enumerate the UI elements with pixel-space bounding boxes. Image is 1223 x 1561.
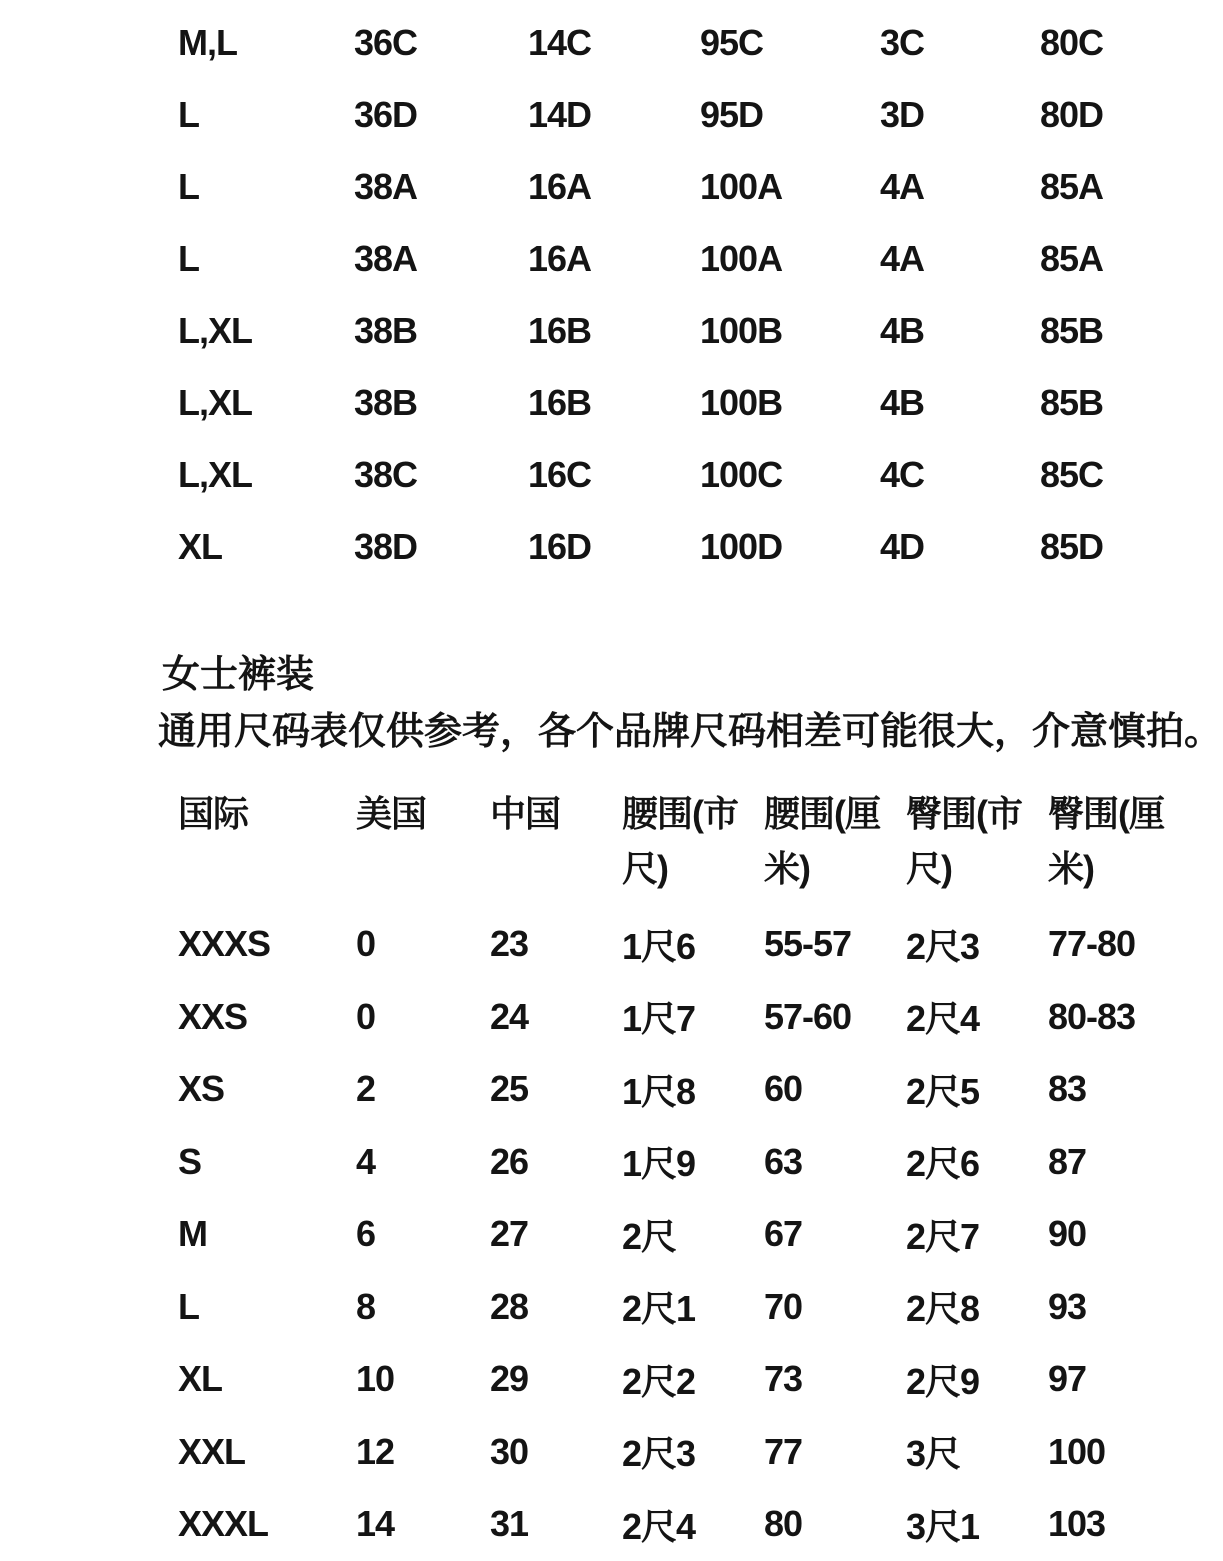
bra-table-cell: 3C [880, 22, 925, 63]
pants-table-cell: 28 [490, 1285, 529, 1327]
bra-table-cell: 16C [528, 454, 592, 495]
bra-table-cell: 14D [528, 94, 592, 135]
bra-table-cell: 85B [1040, 310, 1104, 351]
bra-table-cell: 100B [700, 310, 783, 351]
pants-table-row [0, 1343, 1223, 1416]
bra-table-cell: 100D [700, 526, 783, 567]
bra-table-row [0, 79, 1223, 151]
pants-table-header-cell: 腰围(厘米) [764, 793, 880, 889]
pants-table-cell: 2尺3 [906, 925, 980, 967]
pants-table-row [0, 1271, 1223, 1344]
bra-table-cell: 85A [1040, 238, 1104, 279]
pants-table-cell: XXXL [178, 1503, 269, 1545]
pants-table-row [0, 1198, 1223, 1271]
pants-table-header-cell: 美国 [356, 793, 427, 834]
pants-size-table [0, 908, 1223, 1561]
pants-table-cell: 83 [1048, 1068, 1087, 1110]
bra-table-row [0, 439, 1223, 511]
bra-table-cell: 100B [700, 382, 783, 423]
pants-table-cell: 26 [490, 1140, 529, 1182]
bra-table-row [0, 151, 1223, 223]
bra-table-cell: L [178, 166, 199, 207]
bra-table-cell: 4A [880, 238, 925, 279]
pants-table-cell: 0 [356, 995, 376, 1037]
bra-table-cell: 95D [700, 94, 764, 135]
pants-table-cell: 103 [1048, 1503, 1106, 1545]
bra-table-cell: 38D [354, 526, 418, 567]
bra-table-cell: 80C [1040, 22, 1104, 63]
bra-table-cell: 85A [1040, 166, 1104, 207]
bra-table-cell: 38B [354, 310, 418, 351]
pants-table-cell: 87 [1048, 1140, 1087, 1182]
bra-table-cell: 100A [700, 166, 783, 207]
pants-table-cell: 2尺3 [622, 1433, 696, 1475]
pants-table-cell: 2尺7 [906, 1215, 980, 1257]
bra-table-cell: 100A [700, 238, 783, 279]
pants-table-cell: 55-57 [764, 923, 852, 965]
pants-table-cell: 3尺 [906, 1433, 961, 1475]
pants-table-row [0, 981, 1223, 1054]
pants-table-cell: 25 [490, 1068, 529, 1110]
pants-table-cell: 63 [764, 1140, 803, 1182]
pants-table-cell: 97 [1048, 1358, 1087, 1400]
bra-table-cell: 38A [354, 166, 418, 207]
pants-table-cell: 2 [356, 1068, 376, 1110]
pants-table-cell: XS [178, 1068, 225, 1110]
pants-table-cell: 12 [356, 1430, 395, 1472]
bra-table-row [0, 223, 1223, 295]
pants-table-cell: 1尺9 [622, 1143, 696, 1185]
pants-table-cell: 14 [356, 1503, 395, 1545]
bra-table-row [0, 367, 1223, 439]
pants-table-cell: 4 [356, 1140, 376, 1182]
pants-table-cell: 31 [490, 1503, 529, 1545]
pants-table-cell: 60 [764, 1068, 803, 1110]
bra-table-row [0, 7, 1223, 79]
pants-section-heading: 女士裤装 [162, 654, 315, 696]
pants-table-row [0, 1126, 1223, 1199]
bra-table-cell: L,XL [178, 382, 252, 423]
bra-table-cell: 100C [700, 454, 783, 495]
bra-table-cell: 14C [528, 22, 592, 63]
pants-table-cell: 10 [356, 1358, 395, 1400]
pants-table-header-cell: 臀围(厘米) [1048, 793, 1164, 889]
pants-table-row [0, 1488, 1223, 1561]
pants-table-cell: 67 [764, 1213, 803, 1255]
bra-table-cell: 16D [528, 526, 592, 567]
pants-table-cell: 27 [490, 1213, 529, 1255]
bra-table-cell: 36C [354, 22, 418, 63]
pants-table-cell: 2尺1 [622, 1288, 696, 1330]
pants-table-cell: 77-80 [1048, 923, 1136, 965]
pants-table-cell: 2尺 [622, 1215, 677, 1257]
pants-table-cell: 2尺8 [906, 1288, 980, 1330]
pants-table-cell: 100 [1048, 1430, 1106, 1472]
pants-table-cell: 93 [1048, 1285, 1087, 1327]
pants-table-cell: 1尺6 [622, 925, 696, 967]
bra-table-cell: 4A [880, 166, 925, 207]
pants-table-cell: 23 [490, 923, 529, 965]
pants-table-row [0, 1053, 1223, 1126]
pants-table-cell: 0 [356, 923, 376, 965]
pants-table-cell: XXXS [178, 923, 271, 965]
pants-table-cell: 73 [764, 1358, 803, 1400]
pants-table-row [0, 908, 1223, 981]
bra-table-cell: 38A [354, 238, 418, 279]
pants-table-cell: S [178, 1140, 202, 1182]
pants-table-cell: 6 [356, 1213, 376, 1255]
pants-table-cell: 2尺9 [906, 1360, 980, 1402]
bra-table-cell: 85C [1040, 454, 1104, 495]
bra-table-cell: 16B [528, 382, 592, 423]
pants-table-cell: 2尺4 [906, 998, 980, 1040]
pants-table-cell: 1尺8 [622, 1070, 696, 1112]
bra-table-cell: 36D [354, 94, 418, 135]
bra-table-cell: L [178, 238, 199, 279]
pants-table-cell: XL [178, 1358, 223, 1400]
bra-table-cell: 16A [528, 166, 592, 207]
bra-table-row [0, 295, 1223, 367]
pants-section-note: 通用尺码表仅供参考，各个品牌尺码相差可能很大，介意慎拍。 [158, 711, 1223, 753]
pants-table-cell: 2尺6 [906, 1143, 980, 1185]
pants-table-cell: 8 [356, 1285, 376, 1327]
pants-table-cell: M [178, 1213, 207, 1255]
pants-table-cell: XXS [178, 995, 248, 1037]
pants-table-cell: XXL [178, 1430, 246, 1472]
bra-table-cell: 4B [880, 382, 925, 423]
bra-table-cell: 85D [1040, 526, 1104, 567]
bra-table-cell: 80D [1040, 94, 1104, 135]
pants-table-cell: 2尺5 [906, 1070, 980, 1112]
pants-table-cell: 77 [764, 1430, 803, 1472]
pants-table-header-cell: 腰围(市尺) [622, 793, 738, 889]
bra-table-cell: M,L [178, 22, 237, 63]
pants-table-cell: 3尺1 [906, 1505, 980, 1547]
pants-table-cell: 2尺4 [622, 1505, 696, 1547]
bra-table-cell: 16A [528, 238, 592, 279]
pants-table-cell: 30 [490, 1430, 529, 1472]
bra-table-cell: L,XL [178, 454, 252, 495]
pants-table-cell: 2尺2 [622, 1360, 696, 1402]
bra-table-cell: 4D [880, 526, 925, 567]
bra-table-cell: XL [178, 526, 223, 567]
pants-table-cell: 80 [764, 1503, 803, 1545]
pants-table-cell: 24 [490, 995, 529, 1037]
pants-table-cell: 70 [764, 1285, 803, 1327]
bra-table-row [0, 511, 1223, 583]
bra-table-cell: 16B [528, 310, 592, 351]
pants-table-header-cell: 国际 [178, 793, 249, 834]
bra-table-cell: 38C [354, 454, 418, 495]
bra-table-cell: 95C [700, 22, 764, 63]
pants-table-cell: 90 [1048, 1213, 1087, 1255]
pants-table-header-cell: 臀围(市尺) [906, 793, 1022, 889]
bra-table-cell: 85B [1040, 382, 1104, 423]
pants-size-table-header [0, 786, 1223, 896]
pants-table-cell: 57-60 [764, 995, 852, 1037]
bra-table-cell: L,XL [178, 310, 252, 351]
pants-table-cell: 1尺7 [622, 998, 696, 1040]
bra-table-cell: 38B [354, 382, 418, 423]
bra-size-table [0, 7, 1223, 583]
bra-table-cell: L [178, 94, 199, 135]
bra-table-cell: 4B [880, 310, 925, 351]
pants-table-row [0, 1416, 1223, 1489]
bra-table-cell: 4C [880, 454, 925, 495]
bra-table-cell: 3D [880, 94, 925, 135]
pants-table-header-cell: 中国 [490, 793, 561, 834]
pants-table-cell: 80-83 [1048, 995, 1136, 1037]
pants-table-cell: L [178, 1285, 199, 1327]
pants-table-cell: 29 [490, 1358, 529, 1400]
